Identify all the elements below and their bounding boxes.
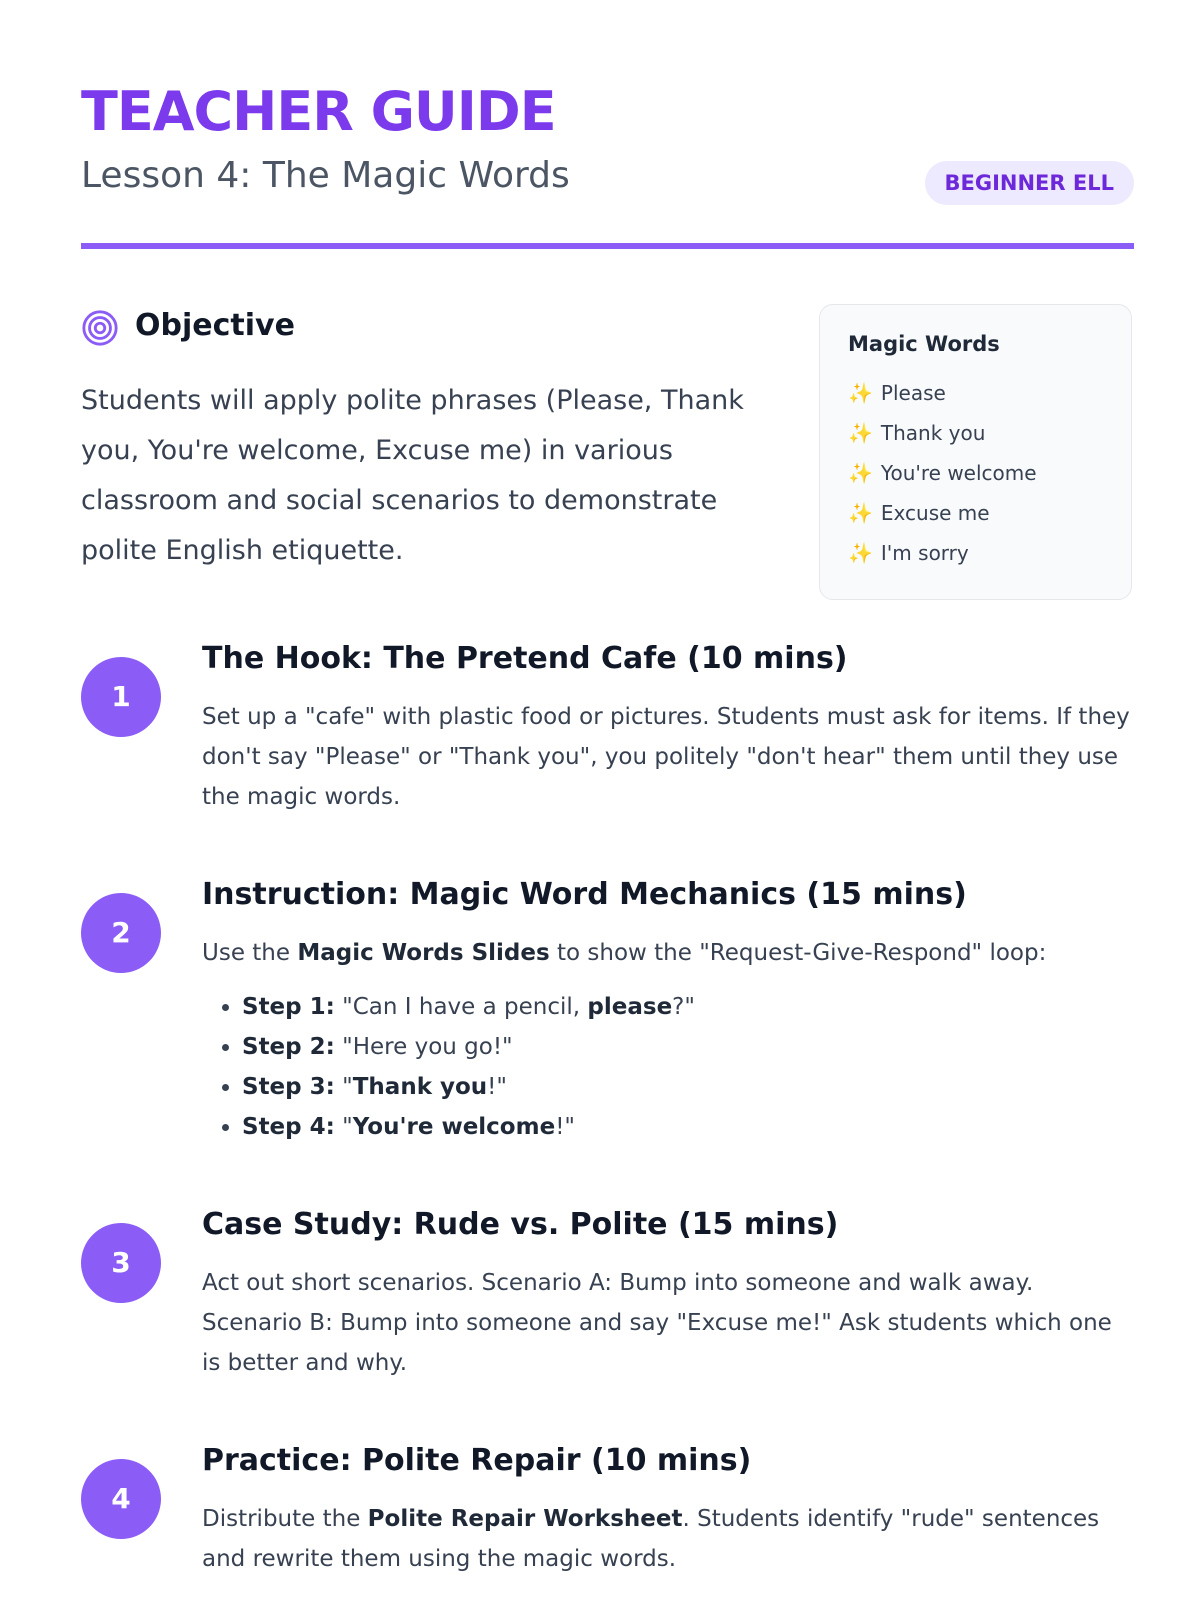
bullet-bold-text: Thank you — [352, 1074, 488, 1100]
sparkles-icon: ✨ — [848, 501, 873, 525]
magic-word-item — [848, 373, 1105, 413]
desc-text: . Students identify "rude" sentences and rewrite them using the magic words. — [202, 1506, 1100, 1572]
bullet-text: "Here you go!" — [334, 1034, 513, 1060]
page-title: TEACHER GUIDE — [81, 80, 556, 143]
desc-text: to show the "Request-Give-Respond" loop: — [549, 940, 1047, 966]
magic-words-card — [819, 304, 1132, 600]
step-description — [202, 933, 1132, 973]
bullet-text: !" — [487, 1074, 507, 1100]
sparkles-icon: ✨ — [848, 381, 873, 405]
bullet-label: Step 4: — [242, 1114, 335, 1140]
magic-word-item — [848, 453, 1105, 493]
sparkles-icon: ✨ — [848, 421, 873, 445]
step-title: The Hook: The Pretend Cafe (10 mins) — [202, 641, 848, 676]
bullet-bold-text: You're welcome — [352, 1114, 556, 1140]
bullet-item — [242, 1067, 1142, 1107]
bullet-label: Step 1: — [242, 994, 335, 1020]
bullet-item — [242, 1027, 1142, 1067]
bullet-text: !" — [555, 1114, 575, 1140]
magic-word-item — [848, 533, 1105, 573]
step-title: Practice: Polite Repair (10 mins) — [202, 1443, 752, 1478]
desc-text: Distribute the — [202, 1506, 368, 1532]
bullet-bold-text: please — [587, 994, 673, 1020]
sparkles-icon: ✨ — [848, 541, 873, 565]
desc-bold-text: Magic Words Slides — [297, 940, 550, 966]
step-title: Instruction: Magic Word Mechanics (15 mins) — [202, 877, 967, 912]
desc-text: Use the — [202, 940, 298, 966]
step-number-badge: 4 — [81, 1459, 161, 1539]
objective-heading: Objective — [135, 308, 295, 343]
magic-word-label: Please — [880, 381, 946, 405]
bullet-label: Step 3: — [242, 1074, 335, 1100]
step-number-badge: 2 — [81, 893, 161, 973]
objective-text: Students will apply polite phrases (Please, Thank you, You're welcome, Excuse me) in various classroom and social scenarios to demonstrate polite English etiquette. — [81, 385, 744, 566]
magic-word-item — [848, 413, 1105, 453]
step-description: Set up a "cafe" with plastic food or pictures. Students must ask for items. If they don't say "Please" or "Thank you", you politely "don't hear" them until they use the magic words. — [202, 704, 1130, 810]
bullet-text: " — [334, 1074, 353, 1100]
bullet-item — [242, 987, 1142, 1027]
magic-word-item — [848, 493, 1105, 533]
bullet-item — [242, 1107, 1142, 1147]
bullet-text: ?" — [672, 994, 695, 1020]
target-icon — [81, 309, 119, 347]
step-number-badge: 1 — [81, 657, 161, 737]
level-badge: BEGINNER ELL — [925, 161, 1135, 205]
step-description: Act out short scenarios. Scenario A: Bump into someone and walk away. Scenario B: Bump into someone and say "Excuse me!" Ask students which one is better and why. — [202, 1270, 1112, 1376]
step-number-badge: 3 — [81, 1223, 161, 1303]
magic-word-label: Excuse me — [880, 501, 990, 525]
magic-words-title: Magic Words — [848, 332, 1000, 356]
bullet-text: "Can I have a pencil, — [334, 994, 588, 1020]
header-divider — [81, 243, 1134, 249]
bullet-text: " — [334, 1114, 353, 1140]
magic-word-label: You're welcome — [880, 461, 1037, 485]
sparkles-icon: ✨ — [848, 461, 873, 485]
step-bullet-list — [202, 987, 1142, 1147]
lesson-subtitle: Lesson 4: The Magic Words — [81, 155, 570, 196]
desc-bold-text: Polite Repair Worksheet — [367, 1506, 683, 1532]
bullet-label: Step 2: — [242, 1034, 335, 1060]
step-description — [202, 1499, 1132, 1579]
magic-word-label: I'm sorry — [880, 541, 969, 565]
magic-word-label: Thank you — [880, 421, 986, 445]
step-title: Case Study: Rude vs. Polite (15 mins) — [202, 1207, 839, 1242]
